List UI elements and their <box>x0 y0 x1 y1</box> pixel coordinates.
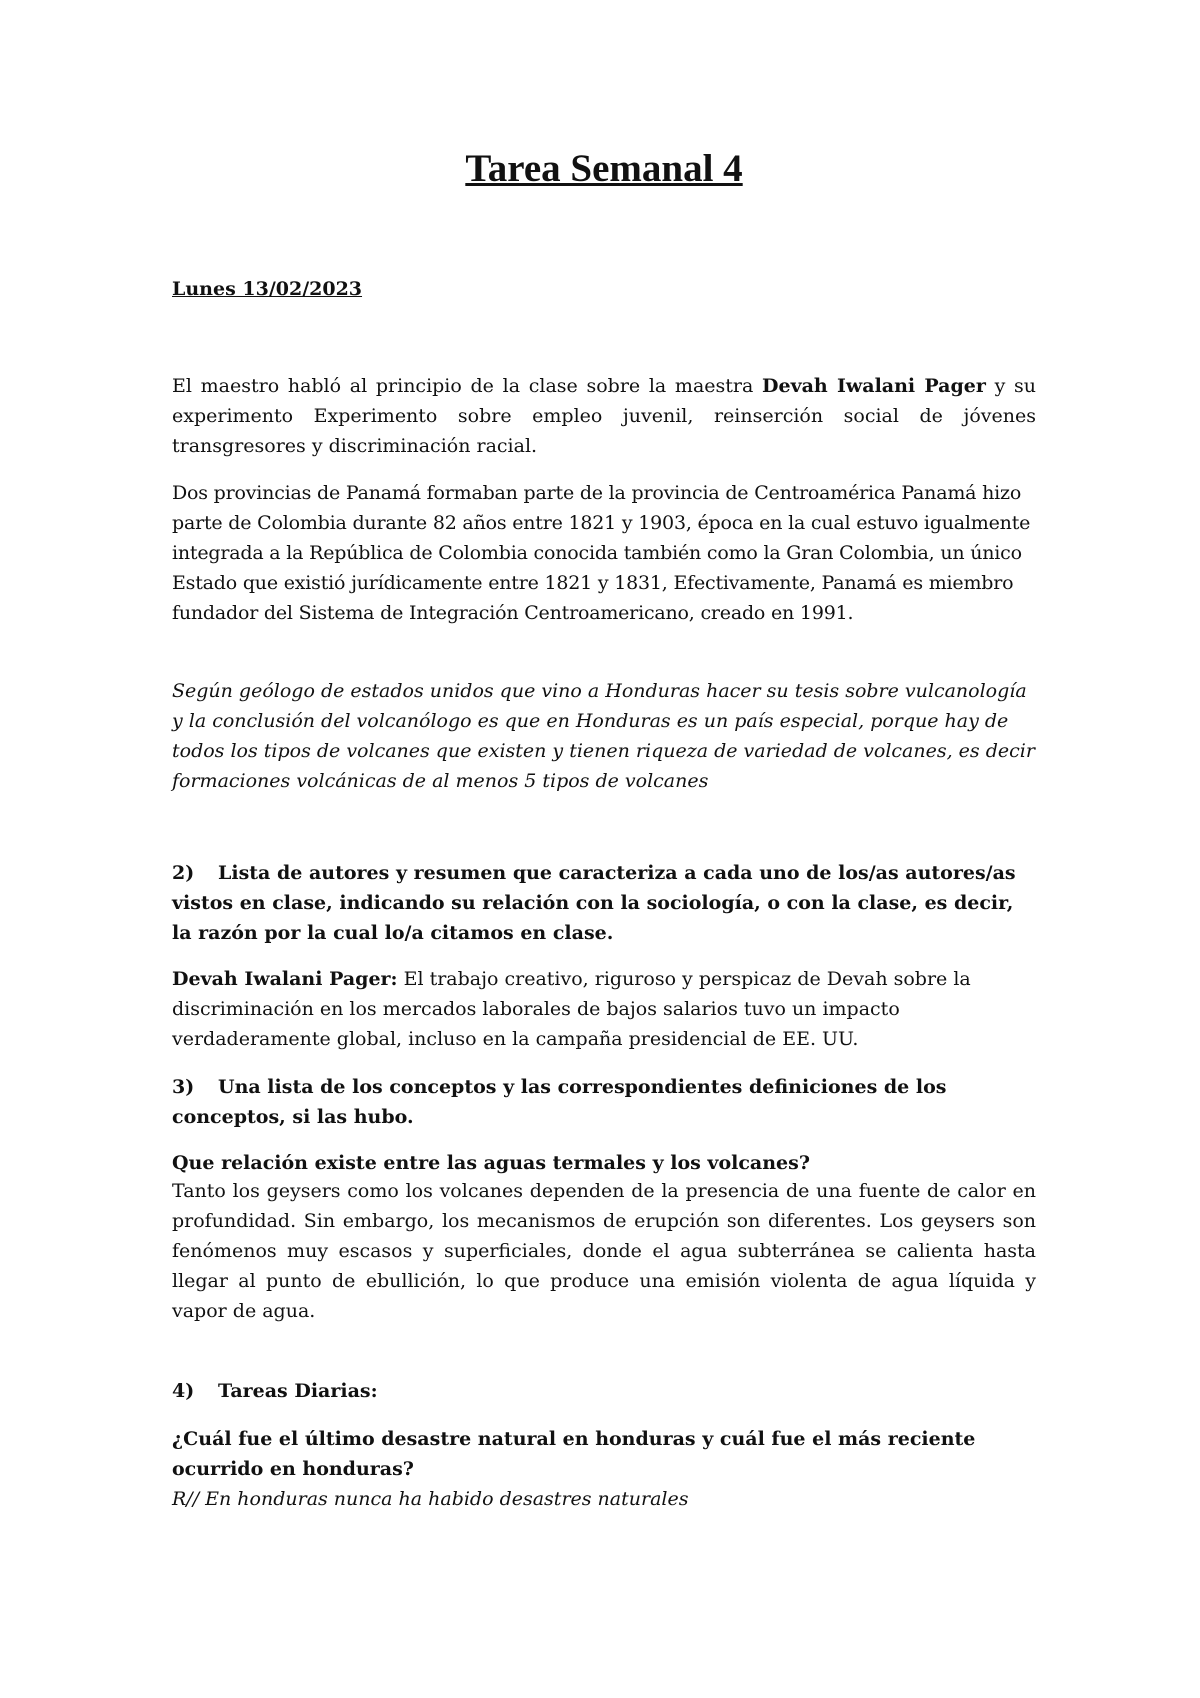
author-paragraph <box>172 964 1036 1054</box>
section-4-heading <box>172 1376 1036 1406</box>
section-4-number: 4) <box>172 1380 195 1402</box>
intro-prefix: El maestro habló al principio de la clase sobre la maestra <box>172 375 763 397</box>
section-4-answer: R// En honduras nunca ha habido desastres naturales <box>172 1488 689 1510</box>
section-2-heading <box>172 858 1036 948</box>
section-3-title: Una lista de los conceptos y las correspondientes definiciones de los conceptos, si las hubo. <box>172 1076 947 1128</box>
section-4-title: Tareas Diarias: <box>218 1380 378 1402</box>
author-name: Devah Iwalani Pager: <box>172 968 398 990</box>
panama-paragraph: Dos provincias de Panamá formaban parte de la provincia de Centroamérica Panamá hizo parte de Colombia durante 82 años entre 1821 y 1903, época en la cual estuvo igualmente integrada a la República de Colombia conocida también como la Gran Colombia, un único Estado que existió jurídicamente entre 1821 y 1831, Efectivamente, Panamá es miembro fundador del Sistema de Integración Centroamericano, creado en 1991. <box>172 482 1031 624</box>
entry-date: Lunes 13/02/2023 <box>172 278 363 300</box>
volcano-paragraph: Según geólogo de estados unidos que vino a Honduras hacer su tesis sobre vulcanología y la conclusión del volcanólogo es que en Honduras es un país especial, porque hay de todos los tipos de volcanes que existen y tienen riqueza de variedad de volcanes, es decir formaciones volcánicas de al menos 5 tipos de volcanes <box>172 680 1035 792</box>
intro-name: Devah Iwalani Pager <box>762 375 986 397</box>
section-2-title: Lista de autores y resumen que caracteriza a cada uno de los/as autores/as vistos en clase, indicando su relación con la sociología, o con la clase, es decir, la razón por la cual lo/a citamos en clase. <box>172 862 1016 944</box>
section-4-question: ¿Cuál fue el último desastre natural en honduras y cuál fue el más reciente ocurrido en honduras? <box>172 1428 976 1480</box>
section-3-heading <box>172 1072 1036 1132</box>
section-2-number: 2) <box>172 862 195 884</box>
section-3-answer: Tanto los geysers como los volcanes dependen de la presencia de una fuente de calor en profundidad. Sin embargo, los mecanismos de erupción son diferentes. Los geysers son fenómenos muy escasos y superficiales, donde el agua subterránea se calienta hasta llegar al punto de ebullición, lo que produce una emisión violenta de agua líquida y vapor de agua. <box>172 1180 1036 1322</box>
intro-suffix: y su experimento Experimento sobre empleo juvenil, reinserción social de jóvenes transgresores y discriminación racial. <box>172 375 1036 457</box>
section-3-number: 3) <box>172 1076 195 1098</box>
document-title: Tarea Semanal 4 <box>465 147 743 190</box>
intro-paragraph <box>172 371 1036 461</box>
section-3-question: Que relación existe entre las aguas termales y los volcanes? <box>172 1152 810 1174</box>
author-text: El trabajo creativo, riguroso y perspicaz de Devah sobre la discriminación en los mercados laborales de bajos salarios tuvo un impacto verdaderamente global, incluso en la campaña presidencial de EE. UU. <box>172 968 971 1050</box>
